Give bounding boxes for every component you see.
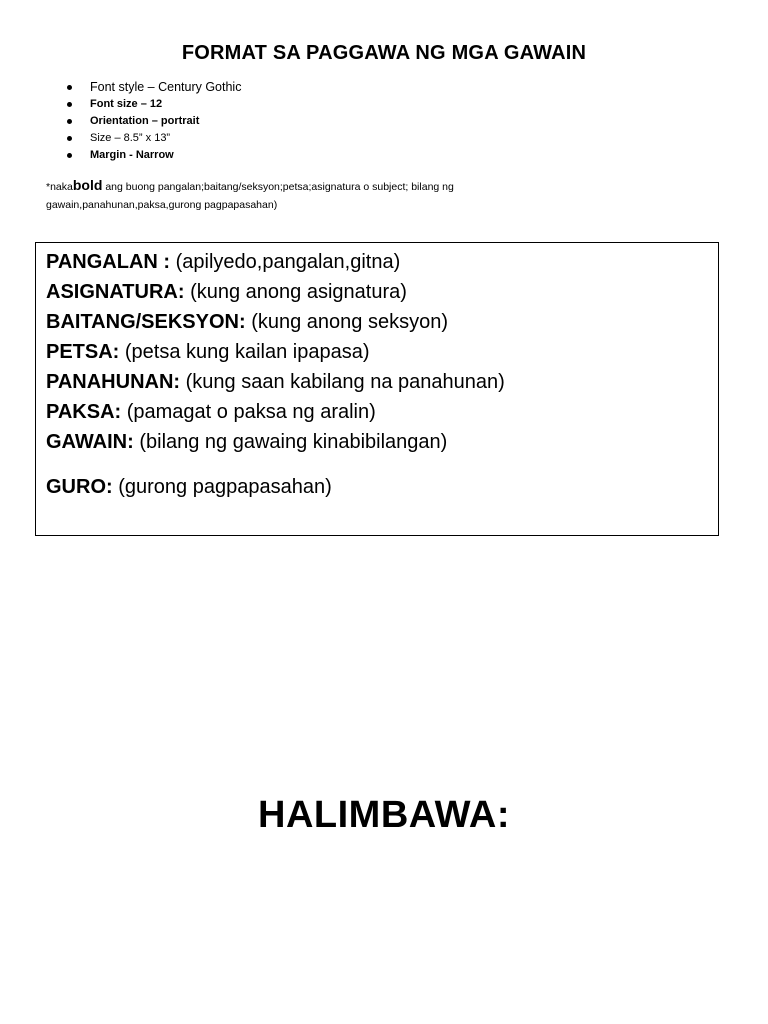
note-prefix: *naka xyxy=(46,181,73,193)
field-label: ASIGNATURA: xyxy=(46,281,185,303)
field-baitang-seksyon xyxy=(46,308,448,336)
note-rest: ang buong pangalan;baitang/seksyon;petsa;asignatura o subject; bilang ng gawain,panahunan,paksa,gurong pagpapasahan) xyxy=(46,181,454,211)
field-label: GURO: xyxy=(46,476,113,498)
info-box xyxy=(35,242,719,536)
field-hint: (petsa kung kailan ipapasa) xyxy=(119,341,370,363)
field-gawain xyxy=(46,428,447,456)
list-item-font-style: Font style – Century Gothic xyxy=(66,79,241,96)
field-petsa xyxy=(46,338,370,366)
field-label: PANAHUNAN: xyxy=(46,371,181,393)
field-hint: (kung anong seksyon) xyxy=(245,311,448,333)
note-bold-word: bold xyxy=(72,177,103,193)
list-item-size: Size – 8.5” x 13” xyxy=(66,130,241,147)
field-label: BAITANG/SEKSYON: xyxy=(46,311,246,333)
example-heading: HALIMBAWA: xyxy=(258,794,510,836)
field-hint: (kung saan kabilang na panahunan) xyxy=(180,371,505,393)
list-item-orientation: Orientation – portrait xyxy=(66,113,241,130)
field-hint: (gurong pagpapasahan) xyxy=(112,476,332,498)
field-asignatura xyxy=(46,278,407,306)
bold-note xyxy=(46,176,566,214)
field-pangalan xyxy=(46,248,400,276)
page-title: FORMAT SA PAGGAWA NG MGA GAWAIN xyxy=(181,42,587,64)
list-item-margin: Margin - Narrow xyxy=(66,147,241,164)
field-label: PANGALAN : xyxy=(46,251,171,273)
field-label: GAWAIN: xyxy=(46,431,134,453)
field-hint: (pamagat o paksa ng aralin) xyxy=(121,401,376,423)
field-hint: (bilang ng gawaing kinabibilangan) xyxy=(133,431,448,453)
field-label: PETSA: xyxy=(46,341,120,363)
field-guro xyxy=(46,473,332,501)
list-item-font-size: Font size – 12 xyxy=(66,96,241,113)
format-list xyxy=(66,79,241,164)
field-panahunan xyxy=(46,368,505,396)
field-label: PAKSA: xyxy=(46,401,122,423)
field-hint: (apilyedo,pangalan,gitna) xyxy=(170,251,401,273)
field-paksa xyxy=(46,398,376,426)
field-hint: (kung anong asignatura) xyxy=(184,281,407,303)
